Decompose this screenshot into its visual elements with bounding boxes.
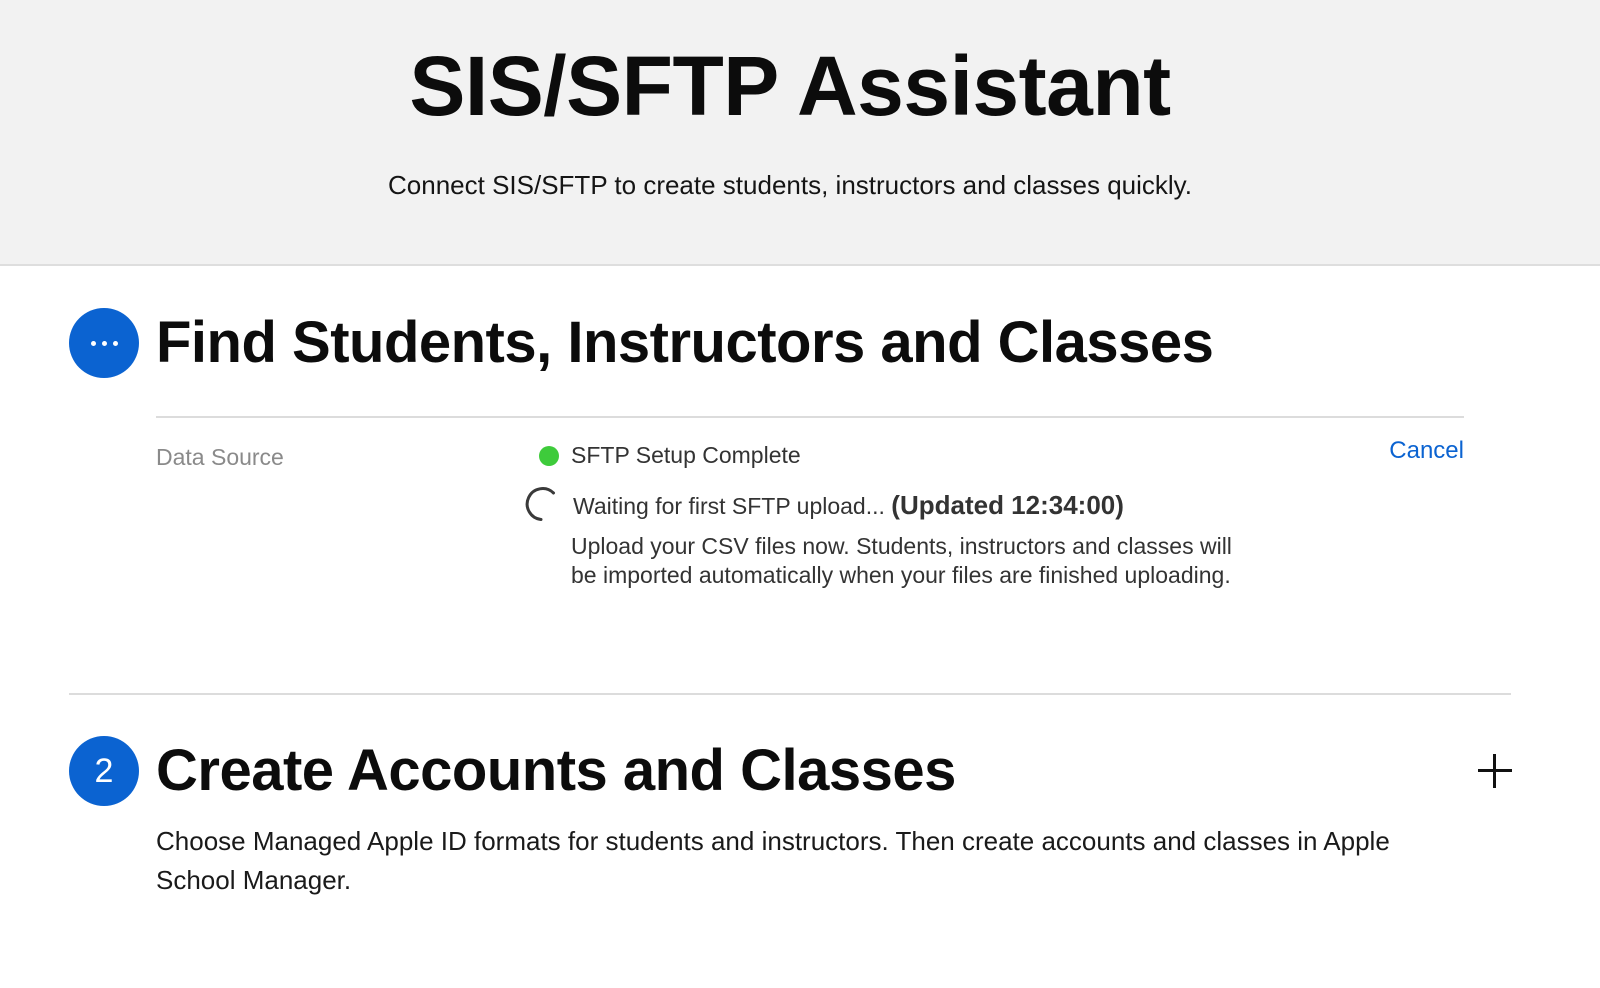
more-dots-icon bbox=[91, 341, 118, 346]
page-header bbox=[0, 0, 1600, 266]
section-divider bbox=[156, 416, 1464, 418]
status-success-icon bbox=[539, 446, 559, 466]
cancel-button[interactable]: Cancel bbox=[1389, 437, 1464, 464]
page-title: SIS/SFTP Assistant bbox=[409, 39, 1171, 133]
waiting-status bbox=[573, 489, 1124, 522]
step2-description: Choose Managed Apple ID formats for students and instructors. Then create accounts and classes in Apple School Manager. bbox=[156, 826, 1390, 895]
step2-title: Create Accounts and Classes bbox=[156, 738, 956, 803]
waiting-text: Waiting for first SFTP upload... bbox=[573, 493, 885, 519]
updated-timestamp: (Updated 12:34:00) bbox=[891, 490, 1124, 520]
setup-status-text: SFTP Setup Complete bbox=[571, 442, 801, 468]
step2-number: 2 bbox=[94, 752, 114, 790]
step-divider bbox=[69, 693, 1511, 695]
data-source-label: Data Source bbox=[156, 444, 284, 470]
loading-spinner-icon bbox=[522, 485, 560, 523]
page-subtitle: Connect SIS/SFTP to create students, instructors and classes quickly. bbox=[388, 170, 1192, 200]
step1-badge bbox=[69, 308, 139, 378]
plus-icon[interactable] bbox=[1478, 754, 1512, 788]
step1-title: Find Students, Instructors and Classes bbox=[156, 310, 1214, 375]
step2-badge bbox=[69, 736, 139, 806]
upload-instructions: Upload your CSV files now. Students, instructors and classes will be imported automatically when your files are finished uploading. bbox=[571, 533, 1232, 588]
